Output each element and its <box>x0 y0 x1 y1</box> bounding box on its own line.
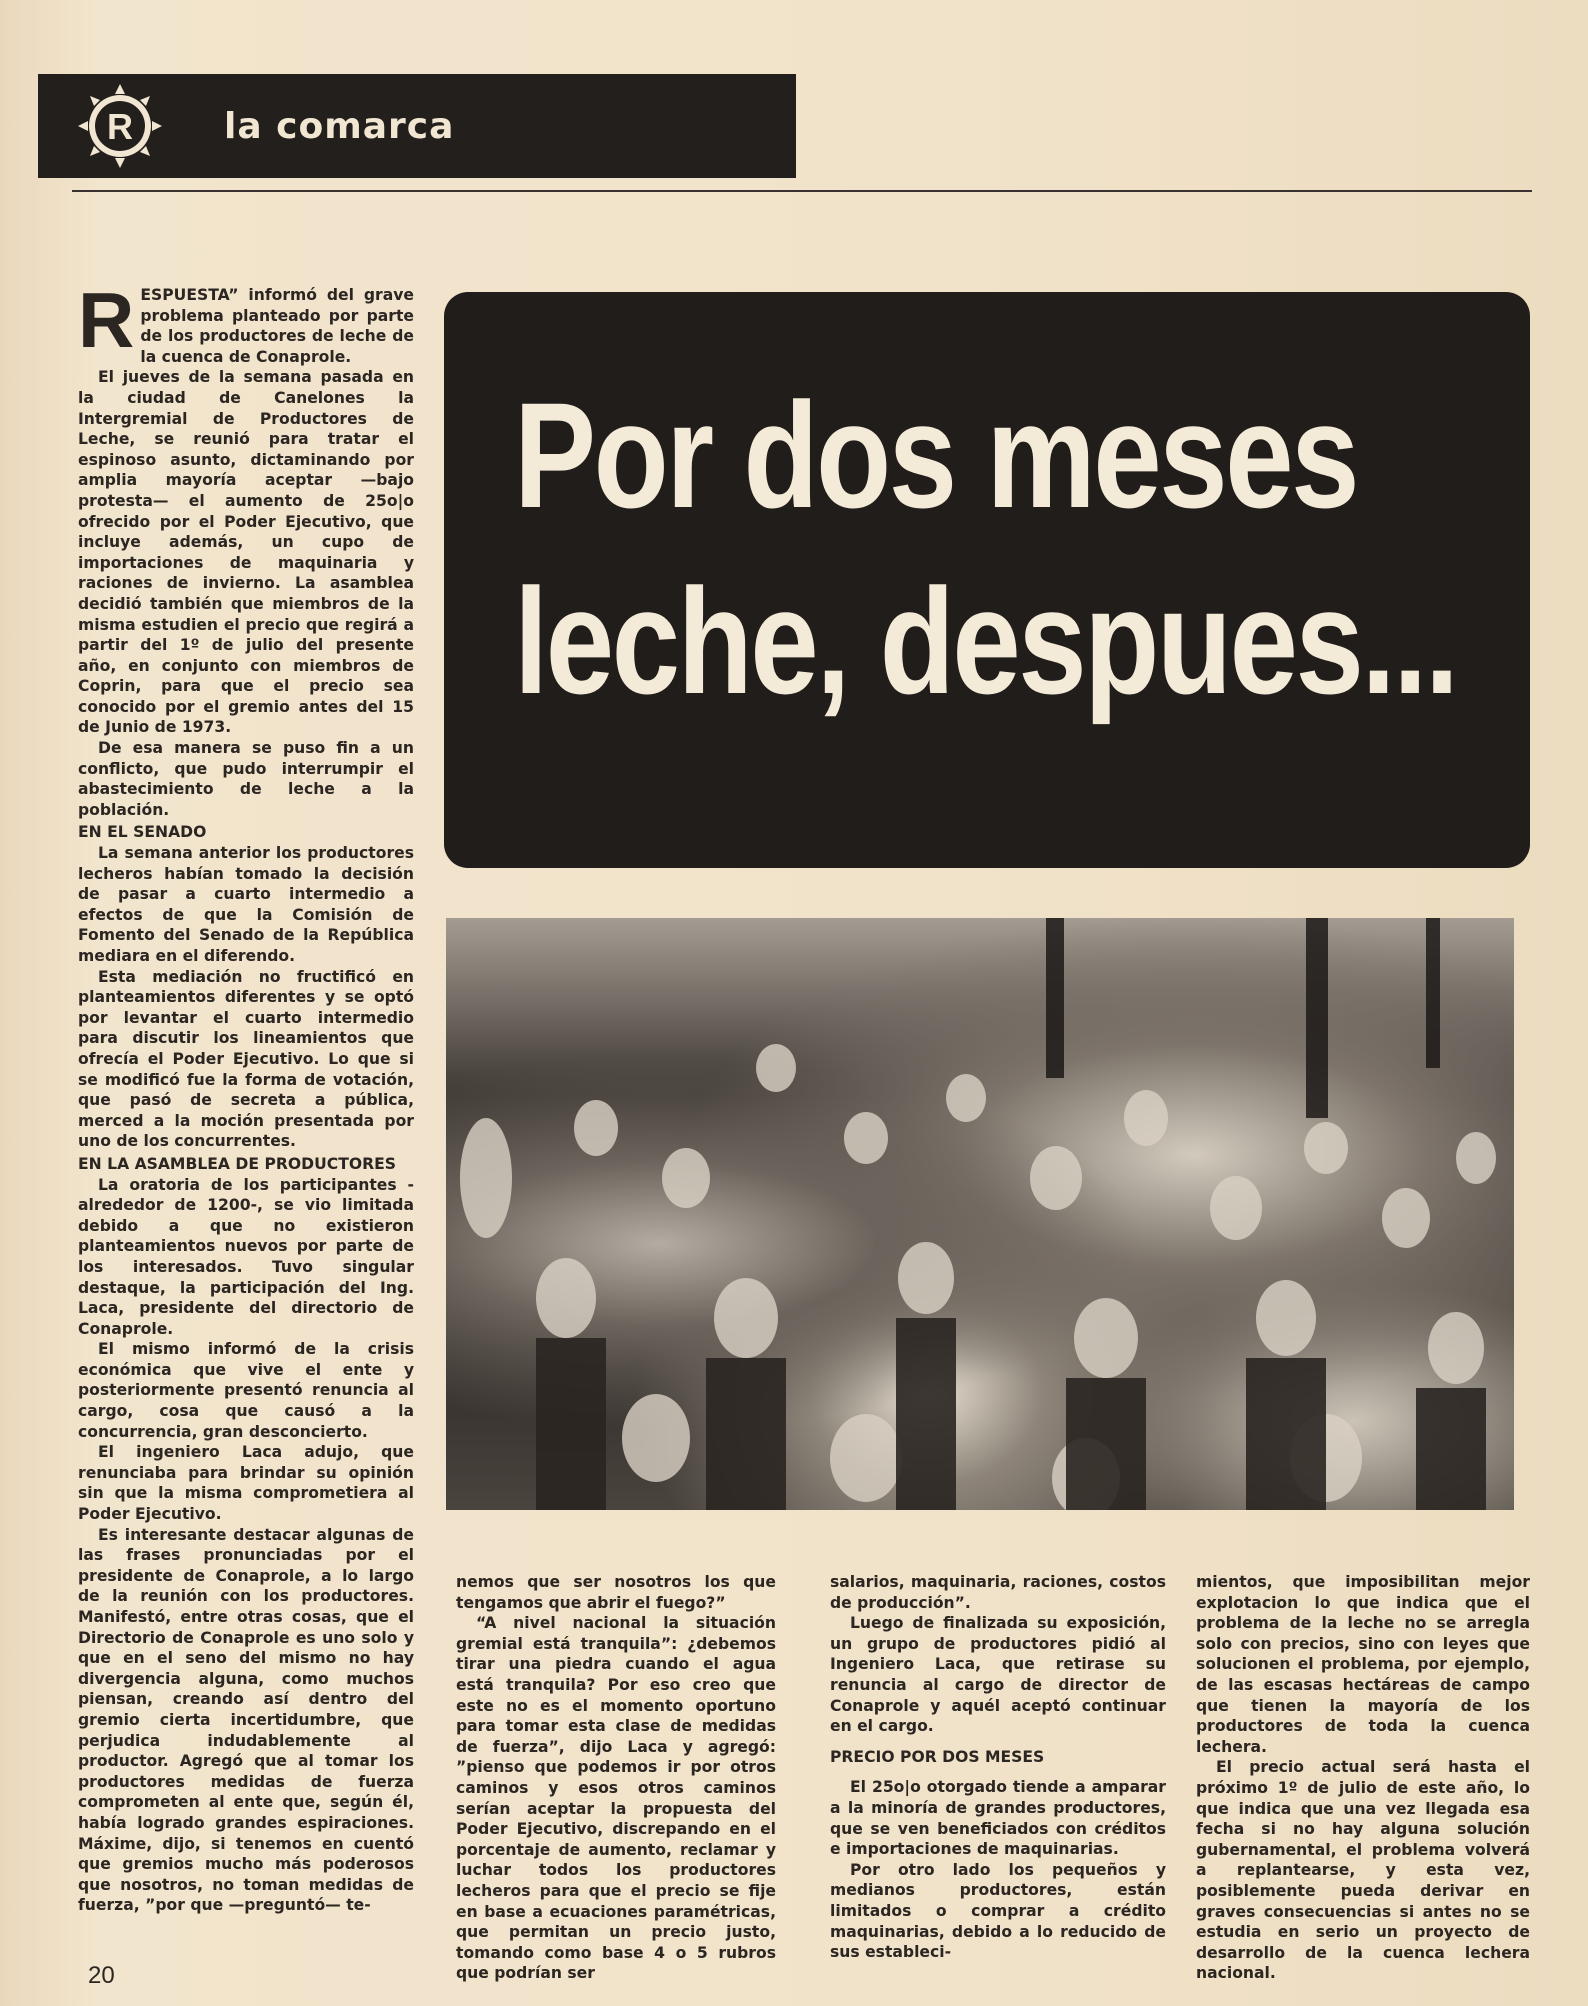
paragraph: El jueves de la semana pasada en la ciudad de Canelones la Intergremial de Productores de Leche, se reunió para tratar el espinoso asunto, dictaminando por amplia mayoría aceptar —bajo protesta— el aumento de 25o|o ofrecido por el Poder Ejecutivo, que incluye además, un cupo de importaciones de maquinaria y raciones de invierno. La asamblea decidió también que miembros de la misma estudien el precio que regirá a partir del 1º de julio del presente año, en conjunto con miembros de Coprin, para que el precio sea conocido por el gremio antes del 15 de Junio de 1973. <box>78 368 414 737</box>
paragraph: nemos que ser nosotros los que tengamos que abrir el fuego?” <box>456 1573 776 1612</box>
crowd-photo <box>446 918 1514 1510</box>
paragraph: La oratoria de los participantes -alrededor de 1200-, se vio limitada debido a que no existieron planteamientos nuevos por parte de los interesados. Tuvo singular destaque, la participación del Ing. Laca, presidente del directorio de Conaprole. <box>78 1175 414 1338</box>
paragraph: El 25o|o otorgado tiende a amparar a la minoría de grandes productores, que se ven beneficiados con créditos e importaciones de maquinarias. <box>830 1778 1166 1859</box>
subhead: EN EL SENADO <box>78 823 207 842</box>
text-column-1 <box>78 276 414 1916</box>
header-rule <box>72 190 1532 192</box>
page-number: 20 <box>88 1962 115 1989</box>
text-column-2 <box>456 1572 776 1984</box>
paragraph: Esta mediación no fructificó en planteamientos diferentes y se optó por levantar el cuarto intermedio para discutir los lineamientos que ofrecía el Poder Ejecutivo. Lo que si se modificó fue la forma de votación, que pasó de secreta a pública, merced a la moción presentada por uno de los concurrentes. <box>78 967 414 1151</box>
crowd-photo-icon <box>446 918 1514 1510</box>
paragraph: mientos, que imposibilitan mejor explotacion lo que indica que el problema de la leche no se arregla solo con precios, sino con leyes que solucionen el problema, por ejemplo, de las escasas hectáreas de campo que tienen la mayoría de los productores de toda la cuenca lechera. <box>1196 1573 1530 1756</box>
subhead: PRECIO POR DOS MESES <box>830 1747 1045 1766</box>
paragraph: salarios, maquinaria, raciones, costos de producción”. <box>830 1573 1166 1612</box>
headline-line-2: leche, despues... <box>514 557 1457 725</box>
headline-box <box>444 292 1530 868</box>
paragraph: La semana anterior los productores lecheros habían tomado la decisión de pasar a cuarto intermedio a efectos de que la Comisión de Fomento del Senado de la República mediara en el diferendo. <box>78 844 414 965</box>
drop-cap: R <box>78 276 135 364</box>
paragraph: Luego de finalizada su exposición, un grupo de productores pidió al Ingeniero Laca, que retirase su renuncia al cargo de director de Conaprole y aquél aceptó continuar en el cargo. <box>830 1614 1166 1736</box>
paragraph: El ingeniero Laca adujo, que renunciaba para brindar su opinión sin que la misma comprometiera al Poder Ejecutivo. <box>78 1443 414 1524</box>
paragraph: El precio actual será hasta el próximo 1º de julio de este año, lo que indica que una vez llegada esa fecha si no hay alguna solución gubernamental, el problema volverá a replantearse, y esta vez, posiblemente pueda derivar en graves consecuencias si antes no se estudia en serio un proyecto de desarrollo de la cuenca lechera nacional. <box>1196 1758 1530 1983</box>
paragraph: “A nivel nacional la situación gremial está tranquila”: ¿debemos tirar una piedra cuando el agua está tranquila? Por eso creo que este no es el momento oportuno para tomar esta clase de medidas de fuerza”, dijo Laca y agregó: ”pienso que podemos ir por otros caminos y esos otros caminos serían aceptar la propuesta del Poder Ejecutivo, discrepando en el porcentaje de aumento, reclamar y luchar todos los productores lecheros para que el precio se fije en base a ecuaciones paramétricas, que permitan un precio justo, tomando como base 4 o 5 rubros que podrían ser <box>456 1614 776 1983</box>
paragraph: RESPUESTA” informó del grave problema planteado por parte de los productores de leche de la cuenca de Conaprole. <box>78 276 414 366</box>
paragraph: Es interesante destacar algunas de las frases pronunciadas por el presidente de Conaprole, a lo largo de la reunión con los productores. Manifestó, entre otras cosas, que el Directorio de Conaprole es uno solo y que en el seno del mismo no hay divergencia alguna, como muchos piensan, creando así dentro del gremio cierta incertidumbre, que perjudica indudablemente al productor. Agregó que al tomar los productores medidas de fuerza comprometen al ente que, según él, había logrado grandes espiraciones. Máxime, dijo, si tenemos en cuentó que gremios mucho más poderosos que nosotros, no toman medidas de fuerza, ”por que —preguntó— te- <box>78 1525 414 1915</box>
section-title: la comarca <box>224 105 455 147</box>
text-column-3 <box>830 1572 1166 1963</box>
paragraph: El mismo informó de la crisis económica que vive el ente y posteriormente presentó renuncia al cargo, cosa que causó a la concurrencia, gran desconcierto. <box>78 1340 414 1441</box>
text-column-4 <box>1196 1572 1530 1984</box>
section-header <box>38 74 796 178</box>
logo-letter: R <box>107 106 133 147</box>
paragraph: Por otro lado los pequeños y medianos productores, están limitados o comprar a crédito maquinarias, debido a lo reducido de sus estableci- <box>830 1860 1166 1962</box>
respuesta-logo-icon <box>76 82 164 170</box>
headline-line-1: Por dos meses <box>514 371 1358 539</box>
paragraph: De esa manera se puso fin a un conflicto, que pudo interrumpir el abastecimiento de leche a la población. <box>78 739 414 819</box>
subhead: EN LA ASAMBLEA DE PRODUCTORES <box>78 1154 396 1173</box>
